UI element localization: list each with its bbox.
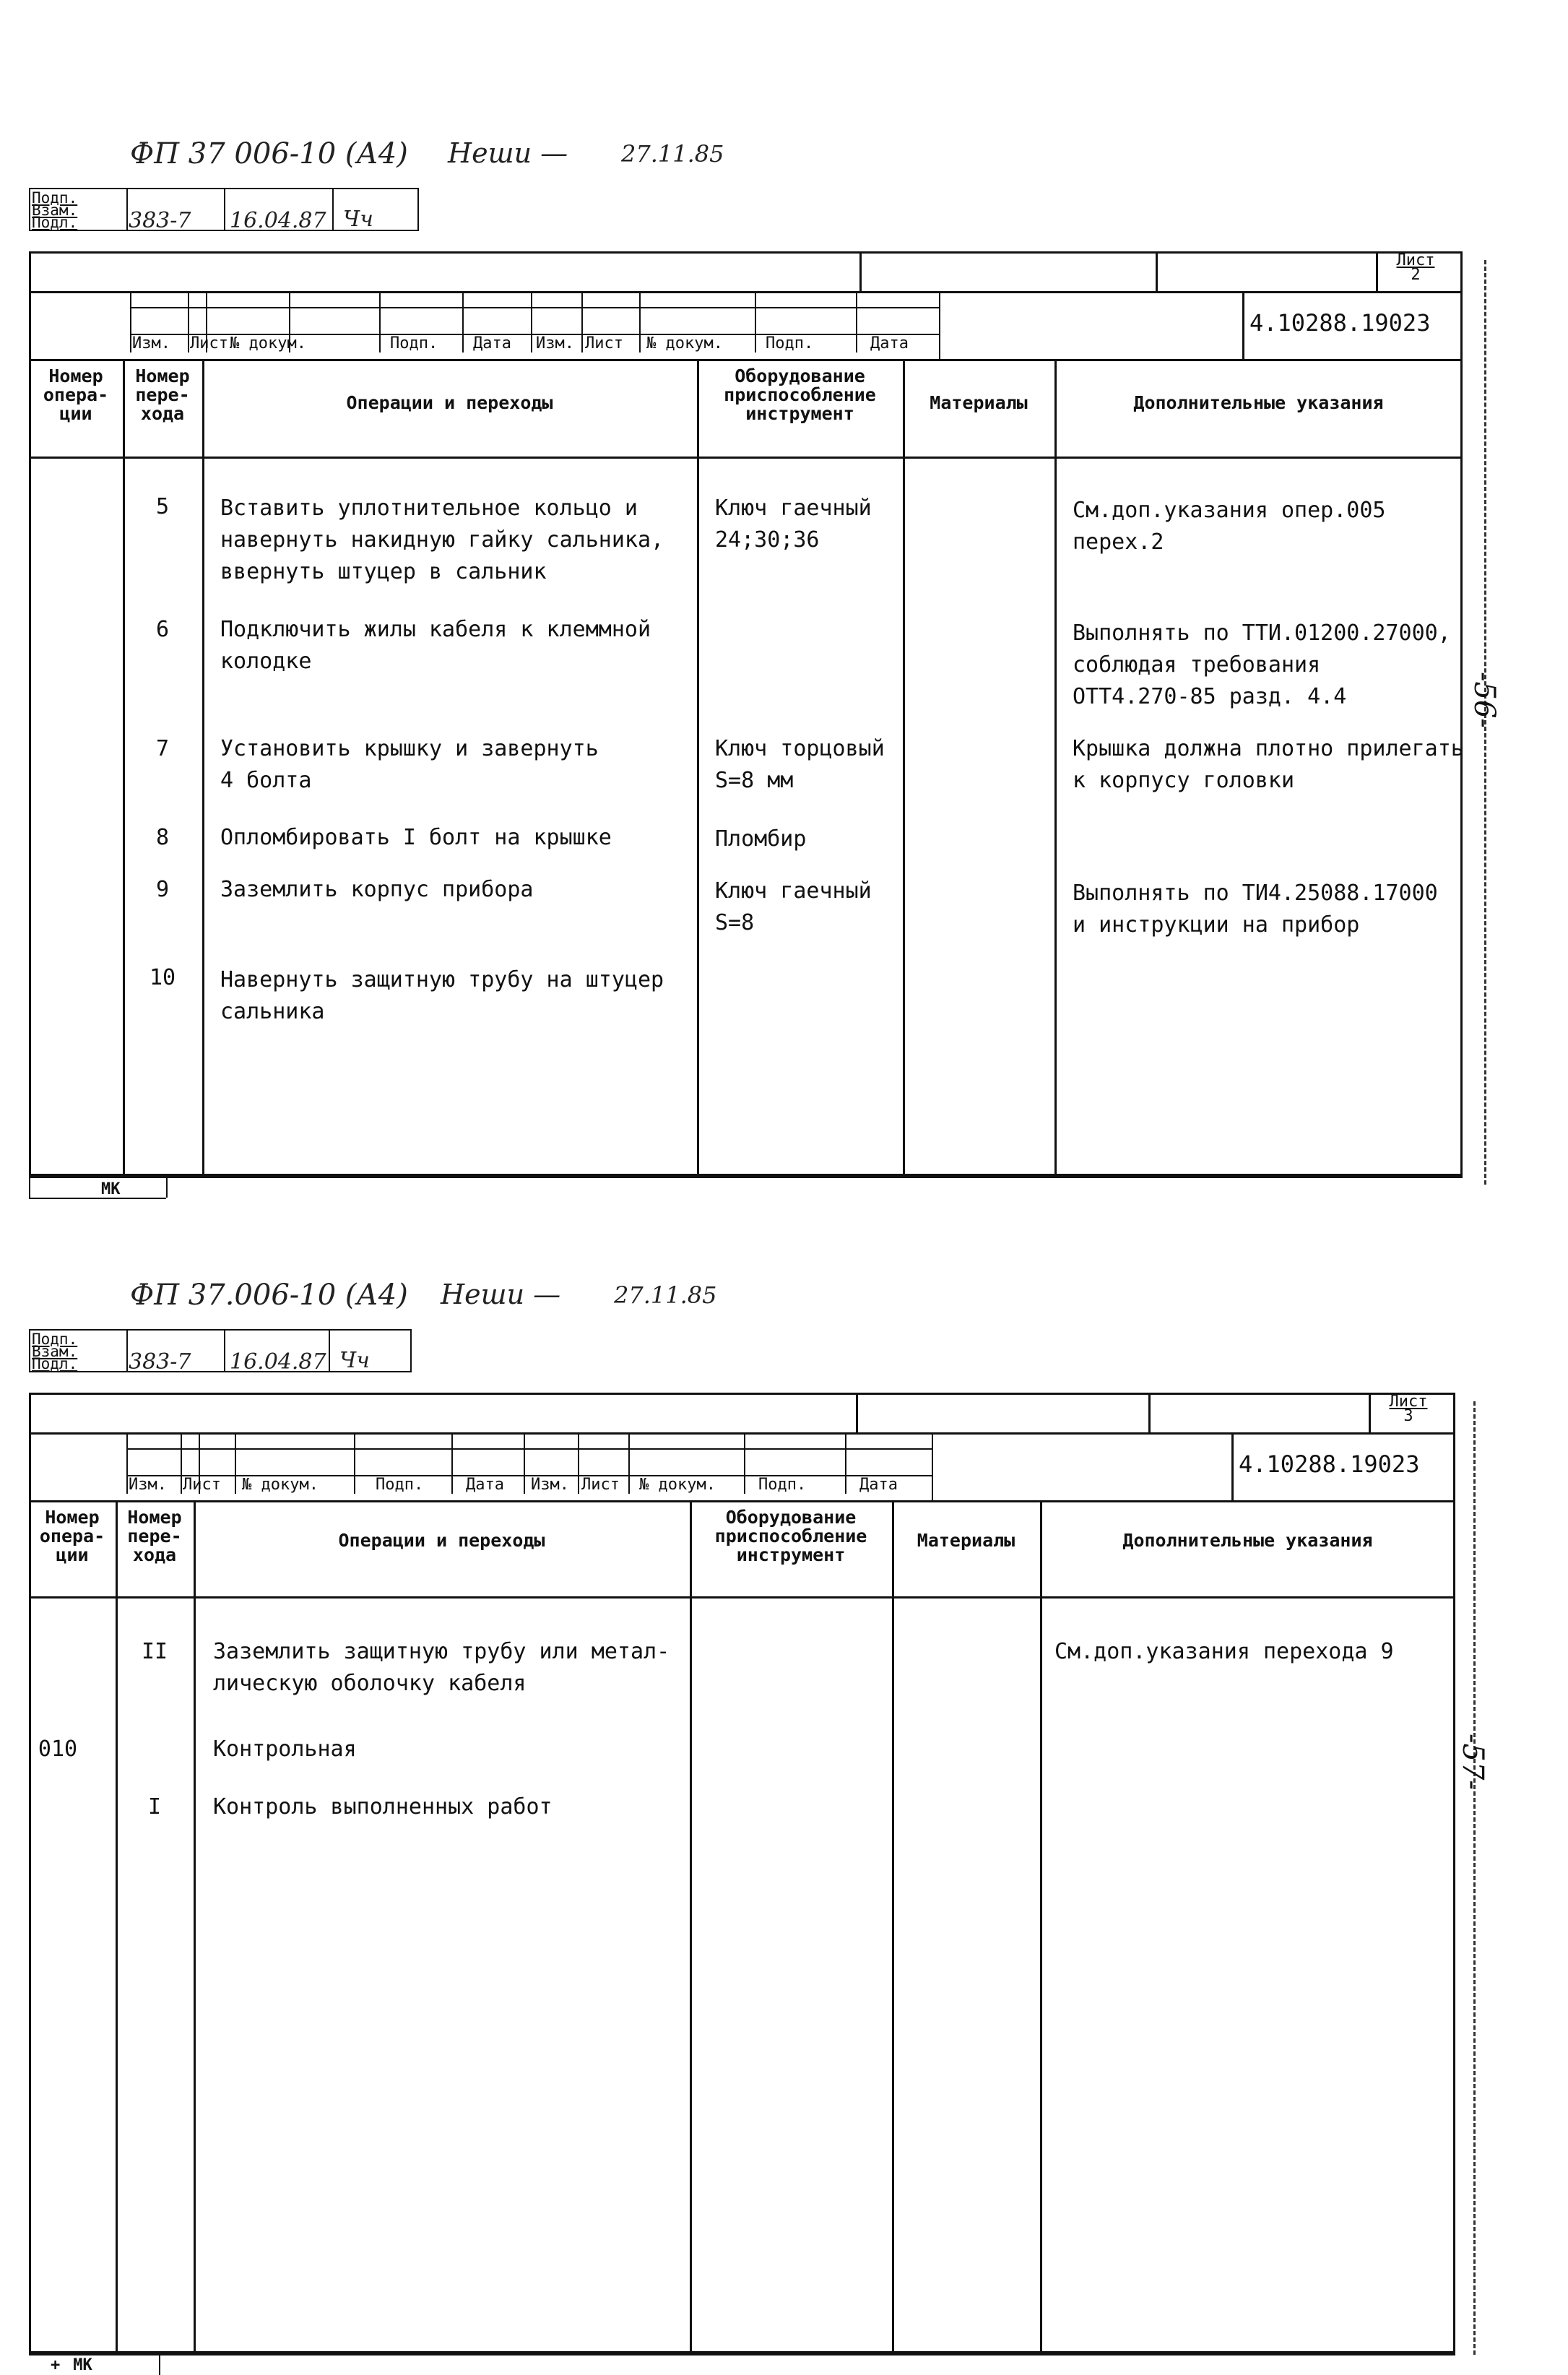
sheet-label: Лист bbox=[1396, 251, 1435, 269]
col-materials: Материалы bbox=[917, 1530, 1015, 1551]
step-text: Заземлить защитную трубу или метал- лическую оболочку кабеля bbox=[213, 1639, 670, 1696]
stamp-label-vzam: Взам. bbox=[32, 1343, 78, 1360]
step-tool: Пломбир bbox=[715, 826, 807, 852]
route-card-sheet-2 bbox=[0, 137, 1501, 1199]
handwritten-signature: Неши — bbox=[448, 137, 568, 169]
step-note: См.доп.указания перехода 9 bbox=[1054, 1639, 1394, 1664]
col-equipment: Оборудование приспособление инструмент bbox=[714, 1507, 867, 1565]
step-text: Подключить жилы кабеля к клеммной колодке bbox=[220, 617, 651, 674]
footer-mk: + МК bbox=[51, 2356, 92, 2374]
rev-date-1: Дата bbox=[473, 334, 511, 352]
step-number: 10 bbox=[149, 965, 176, 990]
handwritten-form-code: ФП 37.006-10 (А4) bbox=[130, 1279, 408, 1312]
sheet-label: Лист bbox=[1389, 1393, 1428, 1411]
rev-izm-2: Изм. bbox=[536, 334, 574, 352]
rev-list-1: Лист bbox=[190, 334, 228, 352]
step-text: Контрольная bbox=[213, 1736, 357, 1762]
stamp-label-podp: Подп. bbox=[32, 1331, 78, 1348]
rev-izm-2: Изм. bbox=[531, 1476, 569, 1494]
stamp-label-podl: Подл. bbox=[32, 214, 78, 231]
handwritten-form-code: ФП 37 006-10 (А4) bbox=[130, 137, 408, 170]
stamp-signature: Чч bbox=[343, 207, 373, 232]
col-step-number: Номер пере- хода bbox=[127, 1507, 182, 1565]
binding-line bbox=[1473, 1401, 1476, 2355]
col-op-number: Номер опера- ции bbox=[43, 365, 109, 424]
step-tool: Ключ торцовый S=8 мм bbox=[715, 736, 885, 793]
col-operations: Операции и переходы bbox=[346, 392, 553, 413]
col-step-number: Номер пере- хода bbox=[135, 365, 190, 424]
step-number: 8 bbox=[155, 825, 170, 850]
step-text: Навернуть защитную трубу на штуцер сальника bbox=[220, 967, 664, 1024]
step-note: Крышка должна плотно прилегать к корпусу головки bbox=[1073, 736, 1464, 793]
side-page-number: -56- bbox=[1468, 672, 1501, 728]
handwritten-date: 27.11.85 bbox=[621, 140, 724, 168]
document-number: 4.10288.19023 bbox=[1249, 309, 1431, 337]
stamp-inv-number: 383-7 bbox=[129, 208, 191, 233]
col-notes: Дополнительные указания bbox=[1122, 1530, 1373, 1551]
sheet-number: 2 bbox=[1411, 266, 1421, 284]
col-notes: Дополнительные указания bbox=[1133, 392, 1384, 413]
operation-number: 010 bbox=[38, 1736, 78, 1762]
step-text: Опломбировать I болт на крышке bbox=[220, 825, 612, 850]
step-number: II bbox=[141, 1639, 168, 1664]
step-note: См.доп.указания опер.005 перех.2 bbox=[1073, 498, 1386, 555]
rev-date-2: Дата bbox=[859, 1476, 898, 1494]
side-page-number: -57- bbox=[1456, 1734, 1489, 1790]
rev-list-1: Лист bbox=[183, 1476, 221, 1494]
handwritten-date: 27.11.85 bbox=[614, 1281, 717, 1309]
handwritten-signature: Неши — bbox=[441, 1279, 561, 1310]
col-equipment: Оборудование приспособление инструмент bbox=[724, 365, 876, 424]
step-text: Контроль выполненных работ bbox=[213, 1794, 553, 1820]
step-tool: Ключ гаечный 24;30;36 bbox=[715, 496, 872, 553]
stamp-label-podp: Подп. bbox=[32, 189, 78, 207]
rev-doc-2: № докум. bbox=[639, 1476, 716, 1494]
col-operations: Операции и переходы bbox=[338, 1530, 545, 1551]
stamp-label-podl: Подл. bbox=[32, 1355, 78, 1372]
stamp-inv-number: 383-7 bbox=[129, 1349, 191, 1375]
col-materials: Материалы bbox=[930, 392, 1028, 413]
rev-date-2: Дата bbox=[870, 334, 909, 352]
stamp-signature: Чч bbox=[339, 1348, 370, 1373]
sheet-number: 3 bbox=[1403, 1407, 1413, 1425]
step-number: 7 bbox=[155, 736, 170, 761]
stamp-date: 16.04.87 bbox=[230, 208, 326, 233]
rev-podp-2: Подп. bbox=[766, 334, 814, 352]
rev-list-2: Лист bbox=[581, 1476, 620, 1494]
rev-podp-1: Подп. bbox=[390, 334, 438, 352]
rev-podp-1: Подп. bbox=[376, 1476, 424, 1494]
step-note: Выполнять по ТИ4.25088.17000 и инструкции на прибор bbox=[1073, 881, 1438, 938]
rev-doc-1: № докум. bbox=[230, 334, 306, 352]
footer-mk: МК bbox=[101, 1180, 121, 1198]
step-text: Заземлить корпус прибора bbox=[220, 877, 534, 902]
step-note: Выполнять по ТТИ.01200.27000, соблюдая требования ОТТ4.270-85 разд. 4.4 bbox=[1073, 620, 1451, 709]
col-op-number: Номер опера- ции bbox=[39, 1507, 105, 1565]
rev-izm-1: Изм. bbox=[129, 1476, 167, 1494]
step-number: 6 bbox=[155, 617, 170, 642]
rev-doc-1: № докум. bbox=[242, 1476, 319, 1494]
document-number: 4.10288.19023 bbox=[1239, 1450, 1420, 1478]
route-card-sheet-3 bbox=[0, 1279, 1489, 2374]
rev-doc-2: № докум. bbox=[646, 334, 723, 352]
rev-list-2: Лист bbox=[585, 334, 623, 352]
rev-podp-2: Подп. bbox=[758, 1476, 807, 1494]
stamp-date: 16.04.87 bbox=[230, 1349, 326, 1375]
step-text: Вставить уплотнительное кольцо и навернуть накидную гайку сальника, ввернуть штуцер в сальник bbox=[220, 496, 664, 584]
rev-izm-1: Изм. bbox=[132, 334, 170, 352]
stamp-label-vzam: Взам. bbox=[32, 202, 78, 219]
step-number: 5 bbox=[155, 494, 170, 519]
step-text: Установить крышку и завернуть 4 болта bbox=[220, 736, 599, 793]
step-tool: Ключ гаечный S=8 bbox=[715, 878, 872, 935]
step-number: 9 bbox=[155, 877, 170, 902]
rev-date-1: Дата bbox=[466, 1476, 504, 1494]
step-number: I bbox=[147, 1794, 162, 1820]
